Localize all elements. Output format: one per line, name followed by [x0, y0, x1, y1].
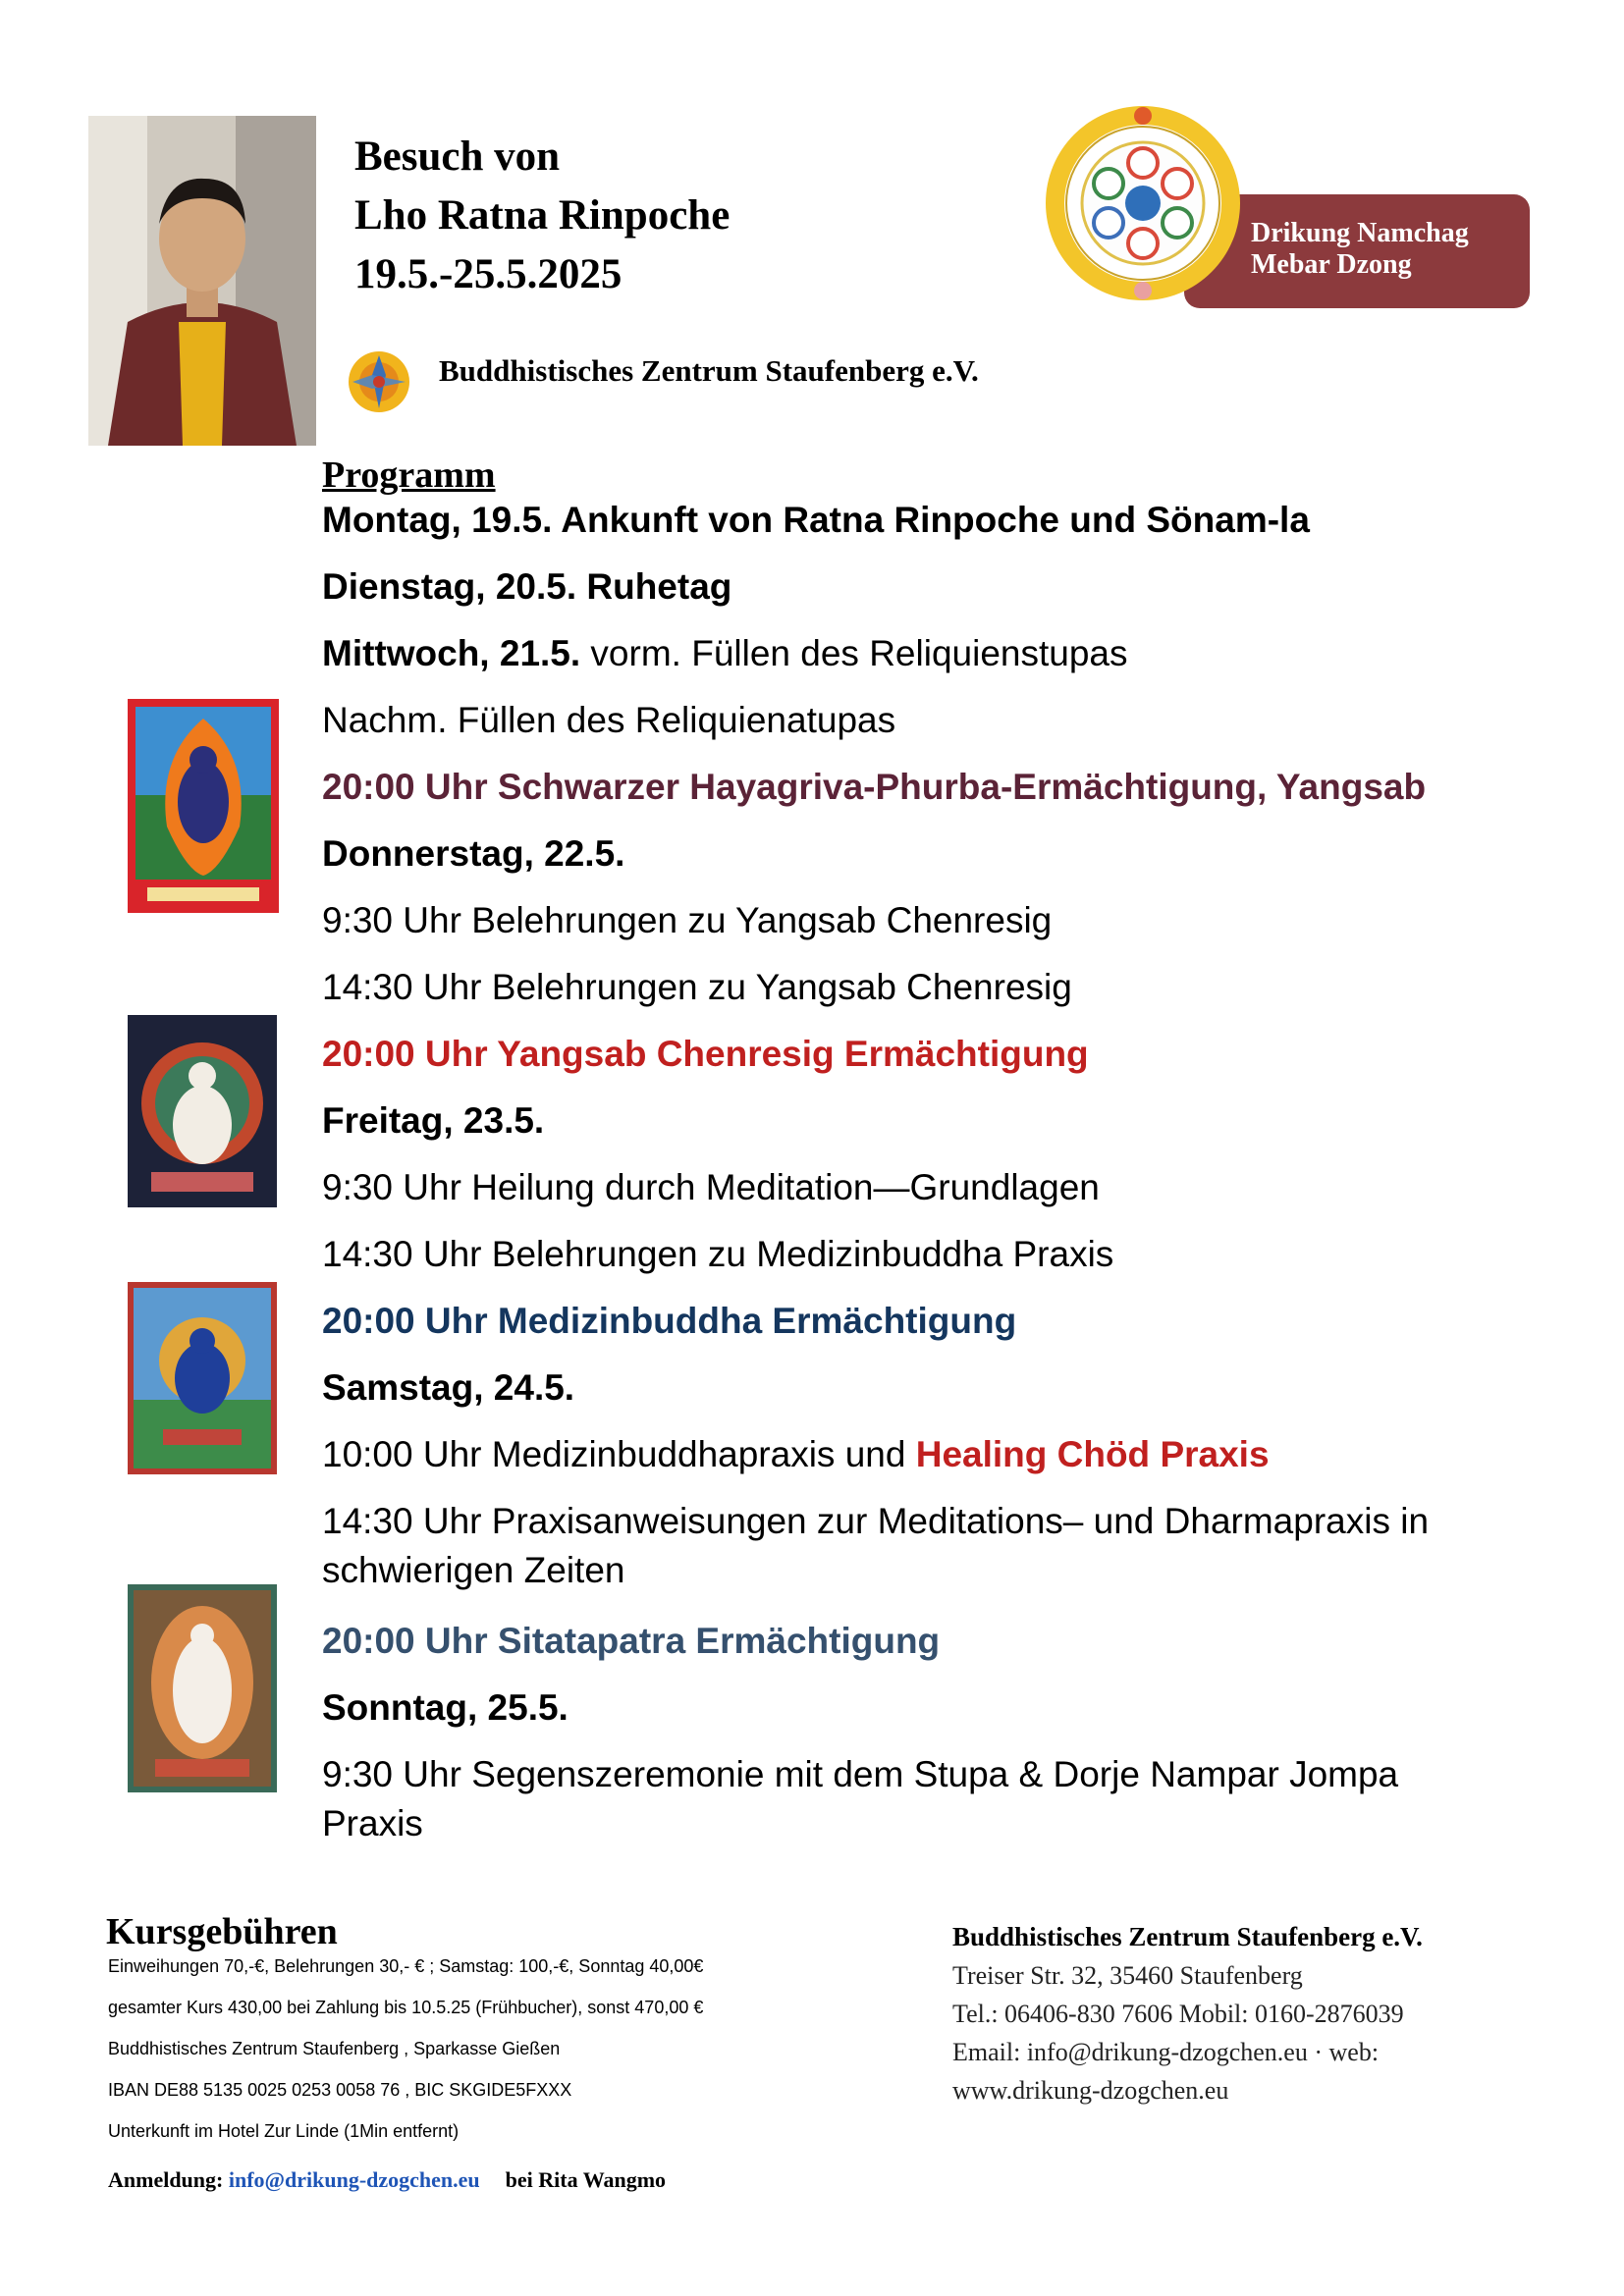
- program-text: 10:00 Uhr Medizinbuddhapraxis und: [322, 1434, 916, 1474]
- fee-line: Unterkunft im Hotel Zur Linde (1Min entfernt): [108, 2121, 460, 2141]
- address-org-name: Buddhistisches Zentrum Staufenberg e.V.: [952, 1922, 1423, 1951]
- program-line: 14:30 Uhr Belehrungen zu Yangsab Chenresig: [322, 967, 1072, 1007]
- empowerment-line: 20:00 Uhr Yangsab Chenresig Ermächtigung: [322, 1034, 1089, 1074]
- program-line: Praxis: [322, 1803, 423, 1843]
- program-line: 9:30 Uhr Segenszeremonie mit dem Stupa & Dorje Nampar Jompa: [322, 1754, 1399, 1794]
- program-line: schwierigen Zeiten: [322, 1550, 625, 1590]
- program-line: 9:30 Uhr Heilung durch Meditation—Grundlagen: [322, 1167, 1100, 1207]
- address-phone: Tel.: 06406-830 7606 Mobil: 0160-2876039: [952, 2000, 1404, 2028]
- fee-line: Einweihungen 70,-€, Belehrungen 30,- € ; Samstag: 100,-€, Sonntag 40,00€: [108, 1956, 704, 1976]
- website-link[interactable]: www.drikung-dzogchen.eu: [952, 2076, 1229, 2105]
- program-heading: Programm: [322, 454, 496, 496]
- org-name: Buddhistisches Zentrum Staufenberg e.V.: [439, 353, 979, 388]
- program-line: 14:30 Uhr Praxisanweisungen zur Meditations– und Dharmapraxis in: [322, 1501, 1430, 1541]
- program-line: Nachm. Füllen des Reliquienatupas: [322, 700, 896, 740]
- empowerment-line: 20:00 Uhr Schwarzer Hayagriva-Phurba-Ermächtigung, Yangsab: [322, 767, 1427, 807]
- day-label: Sonntag, 25.5.: [322, 1687, 568, 1728]
- day-label: Mittwoch, 21.5.: [322, 633, 581, 673]
- program-line: Montag, 19.5. Ankunft von Ratna Rinpoche und Sönam-la: [322, 500, 1310, 540]
- hayagriva-thangka: [128, 699, 279, 913]
- program-line: 9:30 Uhr Belehrungen zu Yangsab Chenresig: [322, 900, 1053, 940]
- empowerment-line: 20:00 Uhr Medizinbuddha Ermächtigung: [322, 1301, 1017, 1341]
- medicine-buddha-thangka: [128, 1282, 277, 1474]
- registration-contact: bei Rita Wangmo: [505, 2167, 667, 2192]
- registration-email-link[interactable]: info@drikung-dzogchen.eu: [228, 2167, 480, 2192]
- registration-line: [108, 2167, 666, 2193]
- chenresig-thangka: [128, 1015, 277, 1207]
- title-line-3: 19.5.-25.5.2025: [354, 251, 623, 297]
- program-line: Dienstag, 20.5. Ruhetag: [322, 566, 732, 607]
- program-text: vorm. Füllen des Reliquienstupas: [580, 633, 1128, 673]
- sitatapatra-thangka: [128, 1584, 277, 1792]
- title-line-2: Lho Ratna Rinpoche: [354, 192, 731, 239]
- mandala-logo-icon: [1044, 104, 1242, 302]
- day-label: Donnerstag, 22.5.: [322, 833, 625, 874]
- program-line: 14:30 Uhr Belehrungen zu Medizinbuddha Praxis: [322, 1234, 1114, 1274]
- empowerment-line: 20:00 Uhr Sitatapatra Ermächtigung: [322, 1621, 941, 1661]
- fee-line: gesamter Kurs 430,00 bei Zahlung bis 10.5.25 (Frühbucher), sonst 470,00 €: [108, 1998, 704, 2017]
- partner-name-line-1: Drikung Namchag: [1251, 218, 1469, 248]
- day-label: Samstag, 24.5.: [322, 1367, 575, 1408]
- fee-line: IBAN DE88 5135 0025 0253 0058 76 , BIC SKGIDE5FXXX: [108, 2080, 572, 2100]
- program-line: [322, 632, 1128, 675]
- registration-label: Anmeldung:: [108, 2167, 229, 2192]
- fees-title: Kursgebühren: [106, 1911, 338, 1952]
- address-street: Treiser Str. 32, 35460 Staufenberg: [952, 1961, 1303, 1990]
- highlight-text: Healing Chöd Praxis: [915, 1434, 1270, 1474]
- fee-line: Buddhistisches Zentrum Staufenberg , Sparkasse Gießen: [108, 2039, 561, 2058]
- title-line-1: Besuch von: [354, 133, 561, 180]
- day-label: Freitag, 23.5.: [322, 1100, 545, 1141]
- rinpoche-portrait: [88, 116, 316, 446]
- partner-name-line-2: Mebar Dzong: [1251, 249, 1412, 280]
- program-line: [322, 1433, 1270, 1476]
- dorje-logo-icon: [347, 349, 411, 414]
- address-email: Email: info@drikung-dzogchen.eu · web:: [952, 2038, 1380, 2066]
